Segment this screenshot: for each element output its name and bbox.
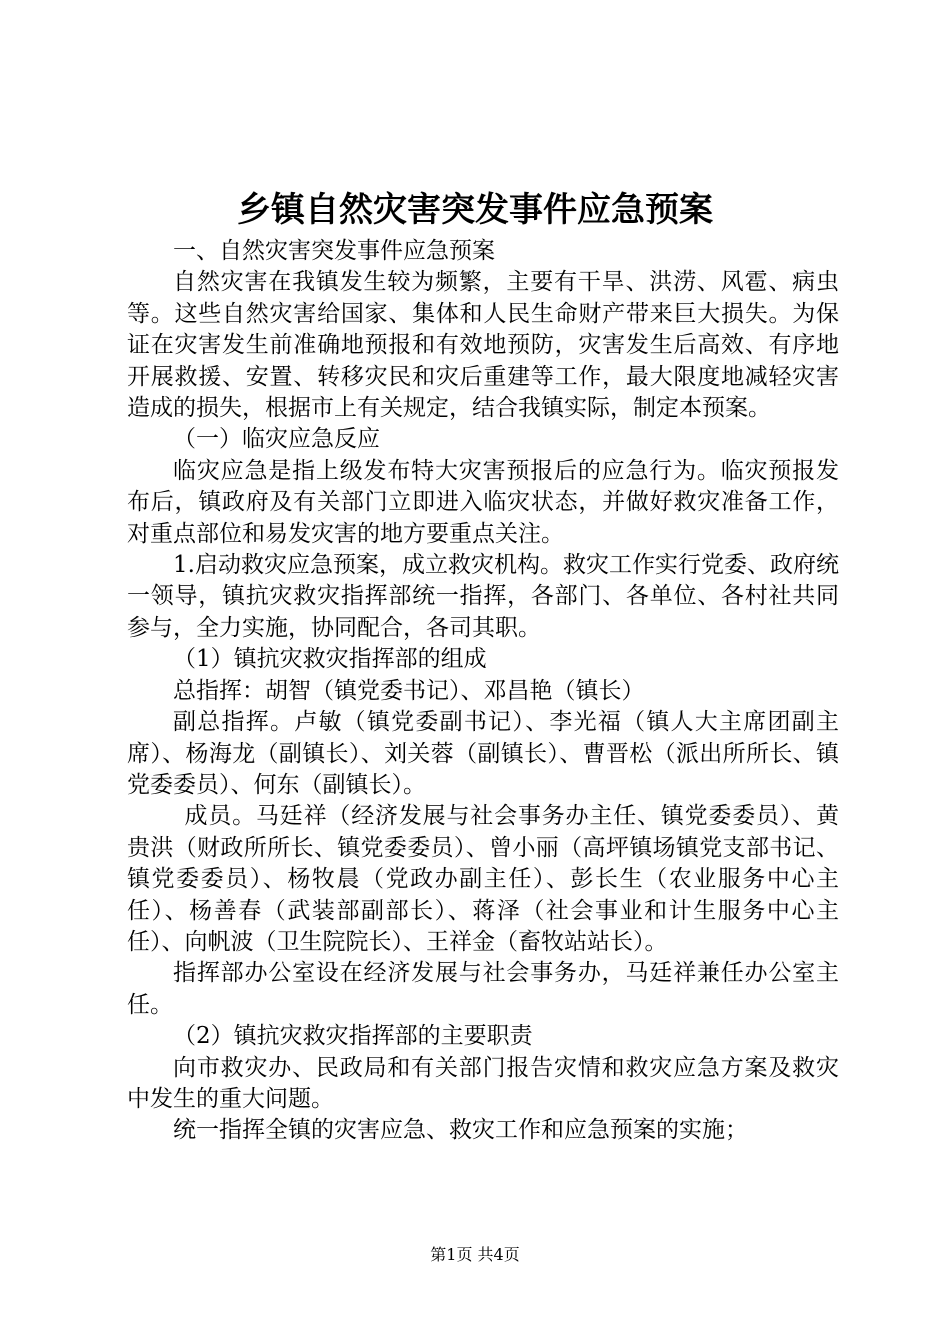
paragraph: 总指挥：胡智（镇党委书记）、邓昌艳（镇长）	[173, 677, 645, 704]
paragraph: 临灾应急是指上级发布特大灾害预报后的应急行为。临灾预报发布后，镇政府及有关部门立即进入临灾状态，并做好救灾准备工作，对重点部位和易发灾害的地方要重点关注。	[127, 457, 839, 547]
document-body	[127, 236, 839, 1147]
section-heading: 一、自然灾害突发事件应急预案	[173, 238, 495, 264]
paragraph: 1.启动救灾应急预案，成立救灾机构。救灾工作实行党委、政府统一领导，镇抗灾救灾指挥部统一指挥，各部门、各单位、各村社共同参与，全力实施，协同配合，各司其职。	[127, 552, 839, 641]
paragraph: 自然灾害在我镇发生较为频繁，主要有干旱、洪涝、风雹、病虫等。这些自然灾害给国家、集体和人民生命财产带来巨大损失。为保证在灾害发生前准确地预报和有效地预防，灾害发生后高效、有序地开展救援、安置、转移灾民和灾后重建等工作，最大限度地减轻灾害造成的损失，根据市上有关规定，结合我镇实际，制定本预案。	[127, 269, 839, 422]
page-footer: 第1页 共4页	[430, 1245, 520, 1264]
subsection-heading: （一）临灾应急反应	[173, 426, 380, 453]
subsection-heading: （1）镇抗灾救灾指挥部的组成	[173, 646, 487, 673]
subsection-heading: （2）镇抗灾救灾指挥部的主要职责	[173, 1023, 533, 1050]
paragraph: 指挥部办公室设在经济发展与社会事务办，马廷祥兼任办公室主任。	[127, 960, 839, 1018]
paragraph: 向市救灾办、民政局和有关部门报告灾情和救灾应急方案及救灾中发生的重大问题。	[127, 1054, 839, 1112]
document-title: 乡镇自然灾害突发事件应急预案	[237, 190, 713, 230]
paragraph: 统一指挥全镇的灾害应急、救灾工作和应急预案的实施；	[173, 1117, 748, 1144]
paragraph: 成员。马廷祥（经济发展与社会事务办主任、镇党委委员）、黄贵洪（财政所所长、镇党委委员）、曾小丽（高坪镇场镇党支部书记、镇党委委员）、杨牧晨（党政办副主任）、彭长生（农业服务中心主任）、杨善春（武装部副部长）、蒋泽（社会事业和计生服务中心主任）、向帆波（卫生院院长）、王祥金（畜牧站站长）。	[127, 803, 839, 955]
paragraph: 副总指挥。卢敏（镇党委副书记）、李光福（镇人大主席团副主席）、杨海龙（副镇长）、刘关蓉（副镇长）、曹晋松（派出所所长、镇党委委员）、何东（副镇长）。	[127, 709, 839, 798]
